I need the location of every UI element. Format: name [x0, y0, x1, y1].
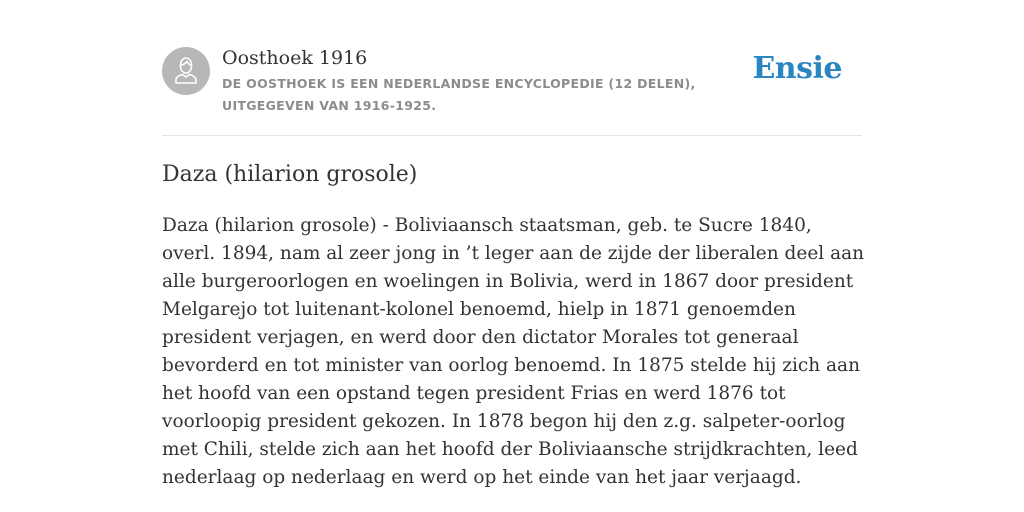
ensie-logo[interactable]: Ensie — [752, 51, 842, 86]
source-description: DE OOSTHOEK IS EEN NEDERLANDSE ENCYCLOPEDIE (12 DELEN), UITGEGEVEN VAN 1916-1925. — [222, 76, 696, 113]
divider — [162, 135, 862, 136]
source-title[interactable]: Oosthoek 1916 — [222, 47, 368, 69]
source-header — [162, 44, 862, 120]
article-title: Daza (hilarion grosole) — [162, 162, 418, 187]
article-body: Daza (hilarion grosole) - Boliviaansch staatsman, geb. te Sucre 1840, overl. 1894, nam al zeer jong in ’t leger aan de zijde der liberalen deel aan alle burgeroorlogen en woelingen in Bolivia, werd in 1867 door president Melgarejo tot luitenant-kolonel benoemd, hielp in 1871 genoemden president verjagen, en werd door den dictator Morales tot generaal bevorderd en tot minister van oorlog benoemd. In 1875 stelde hij zich aan het hoofd van een opstand tegen president Frias en werd 1876 tot voorloopig president gekozen. In 1878 begon hij den z.g. salpeter-oorlog met Chili, stelde zich aan het hoofd der Boliviaansche strijdkrachten, leed nederlaag op nederlaag en werd op het einde van het jaar verjaagd. — [162, 215, 865, 488]
user-avatar-icon[interactable] — [162, 47, 210, 95]
